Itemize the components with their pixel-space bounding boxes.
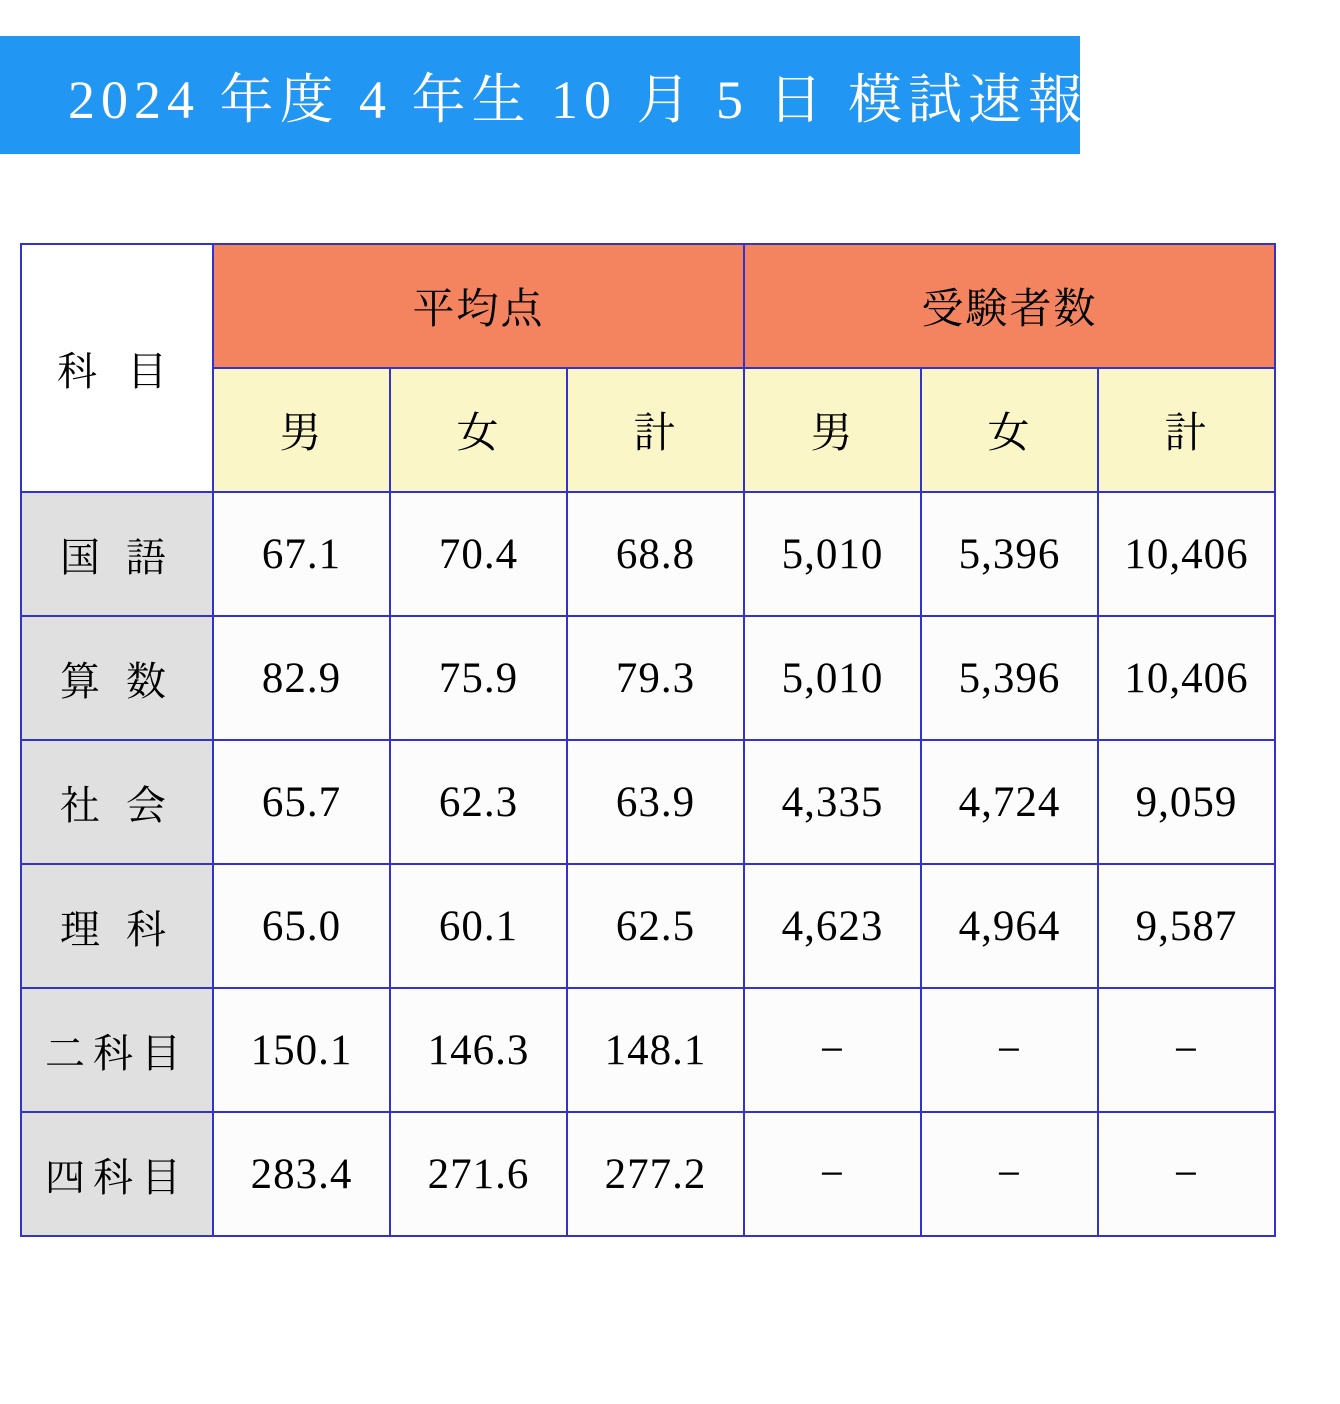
row-subject: 算 数 [21,616,213,740]
cell-count-male: 5,010 [744,492,921,616]
title-banner [0,36,1088,154]
header-subject-corner: 科 目 [21,244,213,492]
cell-count-total: 10,406 [1098,492,1275,616]
cell-avg-female: 62.3 [390,740,567,864]
cell-avg-male: 283.4 [213,1112,390,1236]
cell-avg-male: 65.7 [213,740,390,864]
cell-count-female: 5,396 [921,616,1098,740]
cell-avg-female: 271.6 [390,1112,567,1236]
cell-count-total: 10,406 [1098,616,1275,740]
table-row [21,616,1275,740]
cell-count-total: − [1098,988,1275,1112]
cell-count-male: 4,335 [744,740,921,864]
cell-avg-male: 65.0 [213,864,390,988]
header-count-male: 男 [744,368,921,492]
cell-count-male: − [744,988,921,1112]
cell-count-male: 5,010 [744,616,921,740]
header-avg-male: 男 [213,368,390,492]
cell-avg-total: 79.3 [567,616,744,740]
cell-count-total: − [1098,1112,1275,1236]
row-subject: 二科目 [21,988,213,1112]
header-group-average: 平均点 [213,244,744,368]
row-subject: 四科目 [21,1112,213,1236]
header-count-total: 計 [1098,368,1275,492]
header-avg-total: 計 [567,368,744,492]
cell-avg-male: 67.1 [213,492,390,616]
cell-count-female: − [921,1112,1098,1236]
cell-avg-male: 82.9 [213,616,390,740]
header-avg-female: 女 [390,368,567,492]
cell-avg-female: 70.4 [390,492,567,616]
cell-count-female: 4,964 [921,864,1098,988]
table-body [21,492,1275,1236]
cell-avg-total: 277.2 [567,1112,744,1236]
table-head [21,244,1275,492]
cell-avg-male: 150.1 [213,988,390,1112]
score-table-container [20,243,1340,1237]
cell-count-female: 4,724 [921,740,1098,864]
cell-avg-female: 60.1 [390,864,567,988]
cell-avg-total: 63.9 [567,740,744,864]
table-row [21,740,1275,864]
cell-avg-total: 148.1 [567,988,744,1112]
cell-avg-female: 75.9 [390,616,567,740]
page-title: 2024 年度 4 年生 10 月 5 日 模試速報 [68,69,1088,130]
score-table [20,243,1276,1237]
cell-avg-total: 68.8 [567,492,744,616]
table-row [21,864,1275,988]
cell-avg-female: 146.3 [390,988,567,1112]
cell-avg-total: 62.5 [567,864,744,988]
table-row [21,1112,1275,1236]
header-group-examinees: 受験者数 [744,244,1275,368]
row-subject: 国 語 [21,492,213,616]
cell-count-male: 4,623 [744,864,921,988]
cell-count-female: − [921,988,1098,1112]
row-subject: 理 科 [21,864,213,988]
row-subject: 社 会 [21,740,213,864]
table-row [21,988,1275,1112]
cell-count-total: 9,059 [1098,740,1275,864]
table-row [21,492,1275,616]
table-header-row-group [21,244,1275,368]
cell-count-male: − [744,1112,921,1236]
cell-count-female: 5,396 [921,492,1098,616]
cell-count-total: 9,587 [1098,864,1275,988]
header-count-female: 女 [921,368,1098,492]
